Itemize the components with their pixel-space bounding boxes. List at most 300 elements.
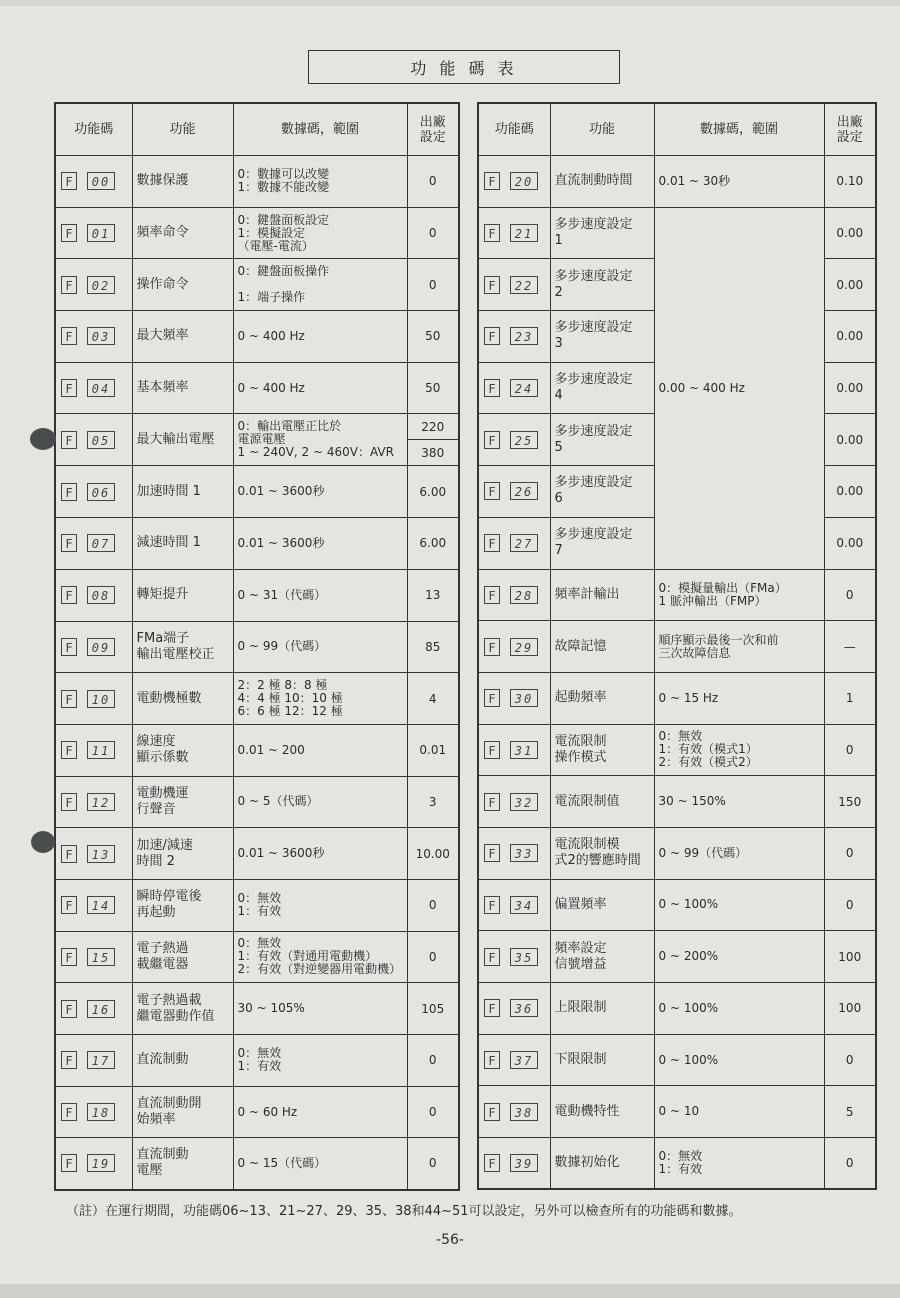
function-name: 上限限制 — [550, 983, 654, 1035]
function-code-cell — [478, 569, 550, 621]
segment-digit-f: F — [61, 1000, 77, 1018]
data-range: 0 ~ 100% — [654, 1034, 824, 1086]
header-code: 功能碼 — [55, 103, 132, 156]
segment-digits: 26 — [510, 482, 538, 500]
segment-digits: 04 — [87, 379, 115, 397]
segment-digit-f: F — [484, 793, 500, 811]
segment-digit-f: F — [61, 638, 77, 656]
segment-digits: 27 — [510, 534, 538, 552]
default-value: 0 — [407, 879, 459, 931]
header-function: 功能 — [132, 103, 233, 156]
function-code-cell — [55, 931, 132, 983]
segment-digit-f: F — [484, 948, 500, 966]
function-name: 最大頻率 — [132, 311, 233, 363]
default-value: 0 — [407, 1138, 459, 1190]
function-code-cell — [55, 1086, 132, 1138]
default-value: 0 — [824, 1138, 876, 1190]
table-header-row — [55, 103, 459, 156]
data-range: 0：無效 1：有效 — [654, 1138, 824, 1190]
default-value: 10.00 — [407, 828, 459, 880]
function-code-cell — [55, 362, 132, 414]
function-code-cell — [55, 207, 132, 259]
default-value: 0.00 — [824, 517, 876, 569]
function-code-cell — [55, 724, 132, 776]
segment-digits: 02 — [87, 276, 115, 294]
default-value: 150 — [824, 776, 876, 828]
segment-digit-f: F — [61, 1103, 77, 1121]
table-row — [55, 207, 459, 259]
default-value: 0.00 — [824, 259, 876, 311]
segment-digit-f: F — [484, 689, 500, 707]
data-range: 順序顯示最後一次和前 三次故障信息 — [654, 621, 824, 673]
default-value: 0.00 — [824, 414, 876, 466]
function-name: 偏置頻率 — [550, 879, 654, 931]
segment-display — [484, 793, 545, 811]
table-row — [478, 776, 876, 828]
function-code-cell — [55, 776, 132, 828]
function-code-cell — [55, 466, 132, 518]
segment-display — [61, 690, 127, 708]
segment-display — [61, 224, 127, 242]
segment-digits: 13 — [87, 845, 115, 863]
right-function-table — [477, 102, 877, 1190]
table-row — [478, 724, 876, 776]
default-value: 0.00 — [824, 311, 876, 363]
segment-digits: 17 — [87, 1051, 115, 1069]
segment-digit-f: F — [484, 379, 500, 397]
function-code-cell — [478, 156, 550, 208]
segment-display — [484, 224, 545, 242]
segment-digits: 00 — [87, 172, 115, 190]
function-name: 加速/減速 時間 2 — [132, 828, 233, 880]
data-range: 0：無效 1：有效（對通用電動機） 2：有效（對逆變器用電動機） — [233, 931, 407, 983]
segment-digit-f: F — [61, 172, 77, 190]
segment-digit-f: F — [484, 534, 500, 552]
function-name: 多步速度設定 6 — [550, 466, 654, 518]
default-value: 0 — [407, 1086, 459, 1138]
data-range: 0 ~ 10 — [654, 1086, 824, 1138]
function-code-cell — [478, 1086, 550, 1138]
function-code-cell — [478, 466, 550, 518]
function-code-cell — [478, 931, 550, 983]
segment-display — [484, 1103, 545, 1121]
default-value: 0 — [407, 931, 459, 983]
function-name: 電動機運 行聲音 — [132, 776, 233, 828]
header-code: 功能碼 — [478, 103, 550, 156]
data-range: 0 ~ 15（代碼） — [233, 1138, 407, 1190]
function-name: 減速時間 1 — [132, 518, 233, 570]
segment-display — [484, 431, 545, 449]
segment-digit-f: F — [61, 1051, 77, 1069]
segment-display — [61, 327, 127, 345]
segment-display — [61, 896, 127, 914]
function-name: 多步速度設定 5 — [550, 414, 654, 466]
segment-display — [484, 638, 545, 656]
function-name: 加速時間 1 — [132, 466, 233, 518]
function-name: 基本頻率 — [132, 362, 233, 414]
function-name: 頻率設定 信號增益 — [550, 931, 654, 983]
function-name: 最大輸出電壓 — [132, 414, 233, 466]
table-row — [55, 156, 459, 208]
table-row — [478, 983, 876, 1035]
segment-digits: 09 — [87, 638, 115, 656]
table-row — [478, 207, 876, 259]
segment-digit-f: F — [61, 483, 77, 501]
table-row — [55, 621, 459, 673]
data-range: 0：無效 1：有效 — [233, 879, 407, 931]
table-row — [55, 776, 459, 828]
function-name: 下限限制 — [550, 1034, 654, 1086]
segment-display — [484, 534, 545, 552]
default-value: 100 — [824, 931, 876, 983]
segment-display — [484, 741, 545, 759]
function-name: 多步速度設定 1 — [550, 207, 654, 259]
page-title: 功 能 碼 表 — [308, 50, 620, 84]
segment-digits: 11 — [87, 741, 115, 759]
function-code-cell — [55, 569, 132, 621]
header-data-range: 數據碼，範圍 — [233, 103, 407, 156]
segment-digits: 25 — [510, 431, 538, 449]
function-name: 多步速度設定 3 — [550, 311, 654, 363]
function-name: 數據保護 — [132, 156, 233, 208]
table-row — [478, 1034, 876, 1086]
function-code-cell — [478, 879, 550, 931]
default-value: 0.00 — [824, 466, 876, 518]
default-value: 13 — [407, 569, 459, 621]
segment-display — [61, 586, 127, 604]
function-name: 直流制動 電壓 — [132, 1138, 233, 1190]
function-code-cell — [478, 827, 550, 879]
default-value — [407, 414, 459, 466]
default-value: 0 — [824, 827, 876, 879]
segment-digit-f: F — [484, 844, 500, 862]
segment-digits: 32 — [510, 793, 538, 811]
function-name: 數據初始化 — [550, 1138, 654, 1190]
segment-digits: 14 — [87, 896, 115, 914]
segment-digits: 07 — [87, 534, 115, 552]
table-row — [478, 1138, 876, 1190]
data-range: 0：鍵盤面板操作 1：端子操作 — [233, 259, 407, 311]
segment-display — [61, 483, 127, 501]
header-default: 出廠 設定 — [824, 103, 876, 156]
function-name: 頻率命令 — [132, 207, 233, 259]
table-row — [478, 621, 876, 673]
segment-display — [61, 1000, 127, 1018]
binder-hole-mark — [31, 831, 55, 853]
segment-digit-f: F — [61, 690, 77, 708]
function-name: FMa端子 輸出電壓校正 — [132, 621, 233, 673]
function-code-cell — [478, 776, 550, 828]
function-name: 線速度 顯示係數 — [132, 724, 233, 776]
data-range: 0.01 ~ 30秒 — [654, 156, 824, 208]
default-value: 0.01 — [407, 724, 459, 776]
segment-digit-f: F — [484, 741, 500, 759]
default-value: 50 — [407, 311, 459, 363]
table-row — [478, 827, 876, 879]
default-value: 0.00 — [824, 362, 876, 414]
data-range: 2：2 極 8：8 極 4：4 極 10：10 極 6：6 極 12：12 極 — [233, 673, 407, 725]
data-range: 0 ~ 400 Hz — [233, 311, 407, 363]
function-name: 頻率計輸出 — [550, 569, 654, 621]
table-row — [55, 362, 459, 414]
default-value-top: 220 — [408, 414, 459, 440]
segment-display — [484, 948, 545, 966]
default-value: 0.10 — [824, 156, 876, 208]
function-code-cell — [478, 672, 550, 724]
function-code-cell — [55, 983, 132, 1035]
table-row — [55, 1086, 459, 1138]
segment-display — [484, 896, 545, 914]
table-row — [55, 259, 459, 311]
table-row — [55, 879, 459, 931]
segment-digit-f: F — [61, 896, 77, 914]
segment-digit-f: F — [61, 276, 77, 294]
segment-digits: 01 — [87, 224, 115, 242]
data-range: 0.01 ~ 3600秒 — [233, 518, 407, 570]
segment-display — [484, 276, 545, 294]
default-value-bottom: 380 — [421, 445, 445, 460]
table-row — [478, 672, 876, 724]
segment-digit-f: F — [61, 845, 77, 863]
segment-digits: 23 — [510, 327, 538, 345]
data-range: 0：模擬量輸出（FMa） 1 脈沖輸出（FMP） — [654, 569, 824, 621]
segment-display — [61, 534, 127, 552]
segment-display — [61, 1103, 127, 1121]
default-value: 0 — [407, 207, 459, 259]
data-range: 30 ~ 105% — [233, 983, 407, 1035]
segment-digit-f: F — [484, 1051, 500, 1069]
function-code-cell — [55, 156, 132, 208]
segment-display — [61, 431, 127, 449]
function-name: 起動頻率 — [550, 672, 654, 724]
table-row — [55, 466, 459, 518]
function-name: 電子熱過 載繼電器 — [132, 931, 233, 983]
segment-digits: 03 — [87, 327, 115, 345]
segment-digit-f: F — [61, 741, 77, 759]
function-code-cell — [478, 259, 550, 311]
segment-digit-f: F — [484, 1103, 500, 1121]
segment-digit-f: F — [61, 431, 77, 449]
data-range: 0 ~ 100% — [654, 879, 824, 931]
segment-display — [61, 845, 127, 863]
default-value: 0 — [407, 259, 459, 311]
segment-digits: 34 — [510, 896, 538, 914]
function-name: 電流限制模 式2的響應時間 — [550, 827, 654, 879]
segment-display — [61, 172, 127, 190]
function-name: 故障記憶 — [550, 621, 654, 673]
segment-digit-f: F — [484, 276, 500, 294]
segment-display — [484, 1051, 545, 1069]
segment-digits: 15 — [87, 948, 115, 966]
segment-digit-f: F — [61, 948, 77, 966]
default-value: 4 — [407, 673, 459, 725]
default-value: 0 — [824, 724, 876, 776]
default-value: 6.00 — [407, 466, 459, 518]
segment-digits: 24 — [510, 379, 538, 397]
data-range: 0 ~ 15 Hz — [654, 672, 824, 724]
function-code-cell — [55, 1035, 132, 1087]
table-row — [55, 828, 459, 880]
segment-digits: 21 — [510, 224, 538, 242]
table-row — [55, 1138, 459, 1190]
segment-digit-f: F — [484, 586, 500, 604]
data-range: 0：鍵盤面板設定 1：模擬設定 （電壓-電流） — [233, 207, 407, 259]
function-name: 轉矩提升 — [132, 569, 233, 621]
function-code-cell — [55, 518, 132, 570]
table-row — [55, 518, 459, 570]
segment-digit-f: F — [61, 1154, 77, 1172]
left-function-table — [54, 102, 460, 1191]
function-code-cell — [478, 207, 550, 259]
data-range: 0.01 ~ 3600秒 — [233, 466, 407, 518]
segment-digits: 39 — [510, 1154, 538, 1172]
default-value: 0 — [407, 156, 459, 208]
table-row — [55, 931, 459, 983]
function-code-cell — [478, 362, 550, 414]
segment-display — [484, 172, 545, 190]
table-row — [55, 1035, 459, 1087]
function-code-cell — [55, 414, 132, 466]
segment-digit-f: F — [61, 379, 77, 397]
function-name: 多步速度設定 4 — [550, 362, 654, 414]
default-value: 105 — [407, 983, 459, 1035]
segment-digit-f: F — [484, 1154, 500, 1172]
page-number: -56- — [436, 1232, 464, 1248]
function-code-cell — [478, 1034, 550, 1086]
segment-digits: 36 — [510, 999, 538, 1017]
table-row — [478, 879, 876, 931]
segment-display — [484, 586, 545, 604]
segment-digit-f: F — [484, 638, 500, 656]
segment-digits: 06 — [87, 483, 115, 501]
table-row — [55, 983, 459, 1035]
segment-digit-f: F — [61, 327, 77, 345]
binder-hole-mark — [30, 428, 56, 450]
segment-digits: 38 — [510, 1103, 538, 1121]
segment-digit-f: F — [484, 172, 500, 190]
function-name: 電流限制值 — [550, 776, 654, 828]
default-value: 5 — [824, 1086, 876, 1138]
function-name: 瞬時停電後 再起動 — [132, 879, 233, 931]
function-code-cell — [55, 673, 132, 725]
data-range: 0 ~ 400 Hz — [233, 362, 407, 414]
data-range: 0：無效 1：有效（模式1） 2：有效（模式2） — [654, 724, 824, 776]
default-value: 0.00 — [824, 207, 876, 259]
data-range: 0 ~ 60 Hz — [233, 1086, 407, 1138]
function-code-cell — [478, 724, 550, 776]
function-code-cell — [55, 828, 132, 880]
segment-digits: 19 — [87, 1154, 115, 1172]
default-value: 100 — [824, 983, 876, 1035]
segment-digit-f: F — [61, 793, 77, 811]
default-value: 3 — [407, 776, 459, 828]
segment-digits: 08 — [87, 586, 115, 604]
table-row — [55, 673, 459, 725]
function-code-cell — [55, 879, 132, 931]
data-range: 0.01 ~ 3600秒 — [233, 828, 407, 880]
segment-display — [484, 1154, 545, 1172]
function-name: 電動機特性 — [550, 1086, 654, 1138]
table-row — [478, 156, 876, 208]
function-name: 直流制動 — [132, 1035, 233, 1087]
segment-digit-f: F — [484, 431, 500, 449]
data-range: 0：輸出電壓正比於 電源電壓 1 ~ 240V, 2 ~ 460V：AVR — [233, 414, 407, 466]
segment-digit-f: F — [61, 586, 77, 604]
header-default: 出廠 設定 — [407, 103, 459, 156]
table-row — [478, 931, 876, 983]
segment-display — [61, 1154, 127, 1172]
function-code-cell — [55, 259, 132, 311]
segment-digit-f: F — [484, 999, 500, 1017]
segment-display — [61, 793, 127, 811]
segment-digits: 33 — [510, 844, 538, 862]
segment-display — [61, 948, 127, 966]
segment-display — [484, 689, 545, 707]
function-name: 直流制動開 始頻率 — [132, 1086, 233, 1138]
segment-digits: 35 — [510, 948, 538, 966]
data-range: 0 ~ 100% — [654, 983, 824, 1035]
data-range: 30 ~ 150% — [654, 776, 824, 828]
function-name: 電子熱過載 繼電器動作值 — [132, 983, 233, 1035]
data-range: 0.01 ~ 200 — [233, 724, 407, 776]
segment-display — [61, 1051, 127, 1069]
default-value: 1 — [824, 672, 876, 724]
footnote: （註）在運行期間，功能碼06~13、21~27、29、35、38和44~51可以設定，另外可以檢查所有的功能碼和數據。 — [66, 1204, 742, 1219]
segment-digits: 16 — [87, 1000, 115, 1018]
table-header-row — [478, 103, 876, 156]
default-value: 0 — [824, 879, 876, 931]
function-code-cell — [478, 414, 550, 466]
segment-display — [484, 999, 545, 1017]
segment-display — [61, 741, 127, 759]
segment-display — [484, 844, 545, 862]
function-code-cell — [478, 311, 550, 363]
segment-digit-f: F — [484, 896, 500, 914]
segment-digits: 30 — [510, 689, 538, 707]
segment-display — [484, 327, 545, 345]
segment-display — [61, 276, 127, 294]
function-name: 操作命令 — [132, 259, 233, 311]
segment-digit-f: F — [61, 534, 77, 552]
segment-digit-f: F — [61, 224, 77, 242]
segment-digit-f: F — [484, 482, 500, 500]
multistep-range-cell: 0.00 ~ 400 Hz — [654, 207, 824, 569]
default-value: 0 — [407, 1035, 459, 1087]
default-value: — — [824, 621, 876, 673]
segment-digits: 29 — [510, 638, 538, 656]
data-range: 0 ~ 5（代碼） — [233, 776, 407, 828]
data-range: 0 ~ 99（代碼） — [233, 621, 407, 673]
data-range: 0 ~ 31（代碼） — [233, 569, 407, 621]
data-range: 0 ~ 99（代碼） — [654, 827, 824, 879]
segment-display — [484, 379, 545, 397]
segment-digits: 22 — [510, 276, 538, 294]
function-code-cell — [478, 1138, 550, 1190]
segment-digits: 28 — [510, 586, 538, 604]
function-name: 多步速度設定 2 — [550, 259, 654, 311]
table-row — [55, 414, 459, 466]
default-value: 6.00 — [407, 518, 459, 570]
table-row — [478, 569, 876, 621]
segment-digit-f: F — [484, 327, 500, 345]
segment-display — [61, 638, 127, 656]
function-code-cell — [55, 621, 132, 673]
function-code-cell — [478, 983, 550, 1035]
function-name: 電流限制 操作模式 — [550, 724, 654, 776]
function-code-cell — [55, 311, 132, 363]
default-value: 0 — [824, 569, 876, 621]
function-name: 電動機極數 — [132, 673, 233, 725]
